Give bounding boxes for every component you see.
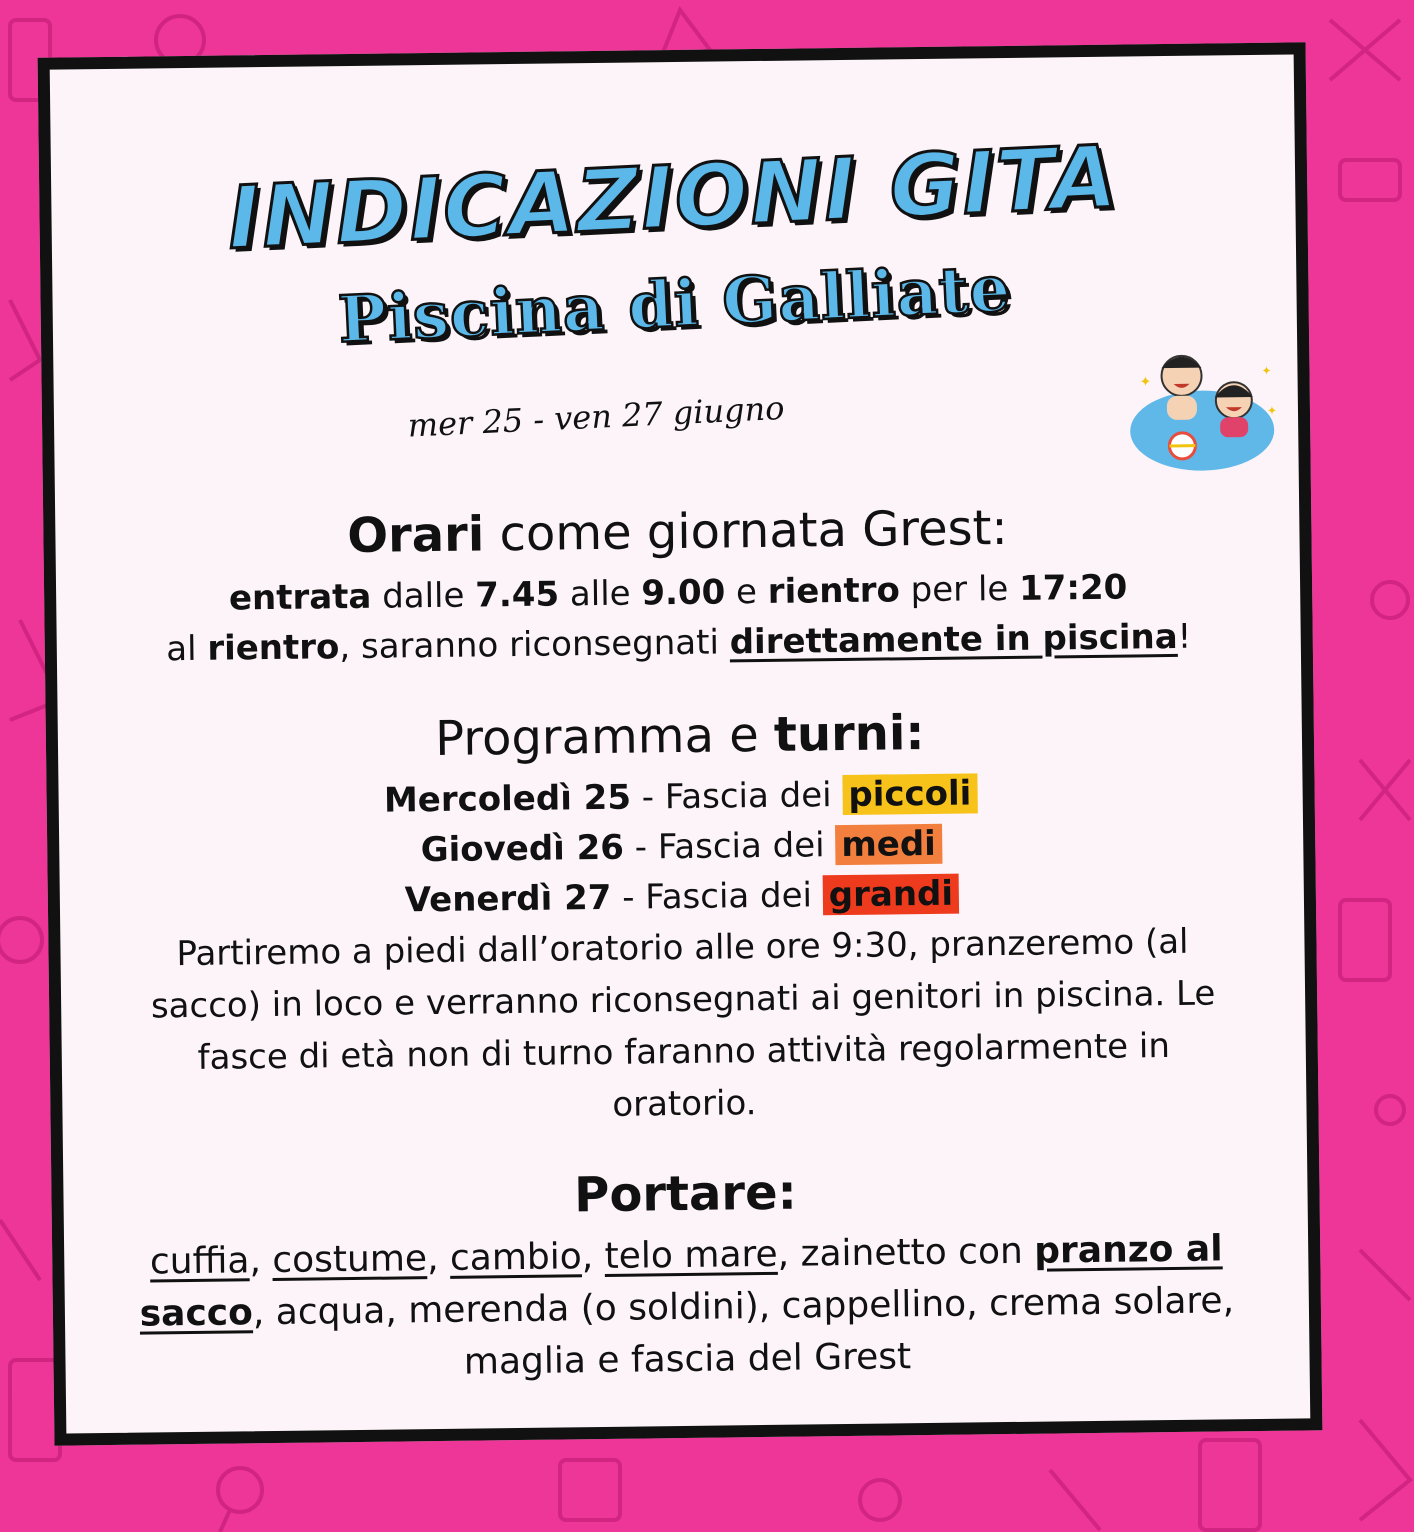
svg-text:✦: ✦ (1261, 363, 1272, 378)
flyer-title: INDICAZIONI GITA (225, 127, 1121, 269)
item-pranzo: pranzo al sacco (139, 1228, 1223, 1335)
swimming-kids-icon (1121, 345, 1283, 477)
turno-sep: - Fascia dei (611, 875, 824, 918)
flyer-card (38, 42, 1323, 1445)
pickup-location: direttamente in piscina (729, 616, 1178, 663)
text-e: e (725, 571, 769, 613)
item-cuffia: cuffia (149, 1240, 250, 1283)
text-alle: alle (558, 573, 642, 615)
turno-day: Giovedì 26 (420, 827, 625, 871)
item-telo-mare: telo mare (604, 1233, 778, 1277)
orari-heading (115, 493, 1240, 571)
svg-text:✦: ✦ (1139, 374, 1152, 391)
svg-text:✦: ✦ (1266, 403, 1278, 418)
portare-list: cuffia, costume, cambio, telo mare, zainetto con pranzo al sacco, acqua, merenda (o soldini), cappellino, crema solare, maglia e fascia del Grest (139, 1228, 1235, 1383)
turno-day: Mercoledì 25 (383, 777, 632, 821)
orari-heading-bold: Orari (346, 506, 485, 565)
rientro-label: rientro (767, 570, 901, 612)
portare-section (123, 1155, 1250, 1393)
item-rest: , acqua, merenda (o soldini), cappellino, crema solare, maglia e fascia del Grest (252, 1280, 1235, 1383)
programma-heading (118, 697, 1243, 775)
flyer-subtitle: Piscina di Galliate (336, 251, 1013, 358)
programma-description: Partiremo a piedi dall’oratorio alle ore 9:30, pranzeremo (al sacco) in loco e verranno riconsegnati ai genitori in piscina. Le fasce di età non di turno faranno attività regolarmente in oratorio. (150, 921, 1216, 1125)
text-al: al (165, 628, 208, 670)
entrata-label: entrata (228, 576, 372, 619)
rientro-bold: rientro (207, 627, 340, 669)
text-dalle: dalle (371, 575, 476, 617)
item-zainetto: , zainetto con (777, 1230, 1035, 1275)
turno-group-badge: piccoli (842, 773, 977, 815)
return-time: 17:20 (1018, 567, 1128, 609)
turno-sep: - Fascia dei (623, 825, 836, 868)
item-cambio: cambio (449, 1236, 583, 1279)
item-costume: costume (272, 1238, 428, 1282)
programma-heading-bold: turni: (773, 705, 925, 763)
turno-group-badge: medi (835, 824, 942, 865)
programma-heading-normal: Programma e (434, 706, 775, 767)
text-per-le: per le (899, 568, 1020, 611)
orari-section (115, 493, 1241, 675)
orari-heading-rest: come giornata Grest: (483, 499, 1008, 563)
turno-sep: - Fascia dei (630, 775, 843, 818)
trip-dates: mer 25 - ven 27 giugno (406, 388, 786, 445)
text-exclamation: ! (1177, 616, 1192, 657)
end-time: 9.00 (641, 572, 726, 614)
turno-group-badge: grandi (823, 874, 960, 916)
start-time: 7.45 (474, 574, 560, 616)
portare-heading: Portare: (573, 1164, 798, 1224)
turno-day: Venerdì 27 (404, 877, 612, 921)
text-riconsegnati: , saranno riconsegnati (339, 622, 730, 668)
programma-section (118, 697, 1247, 1137)
